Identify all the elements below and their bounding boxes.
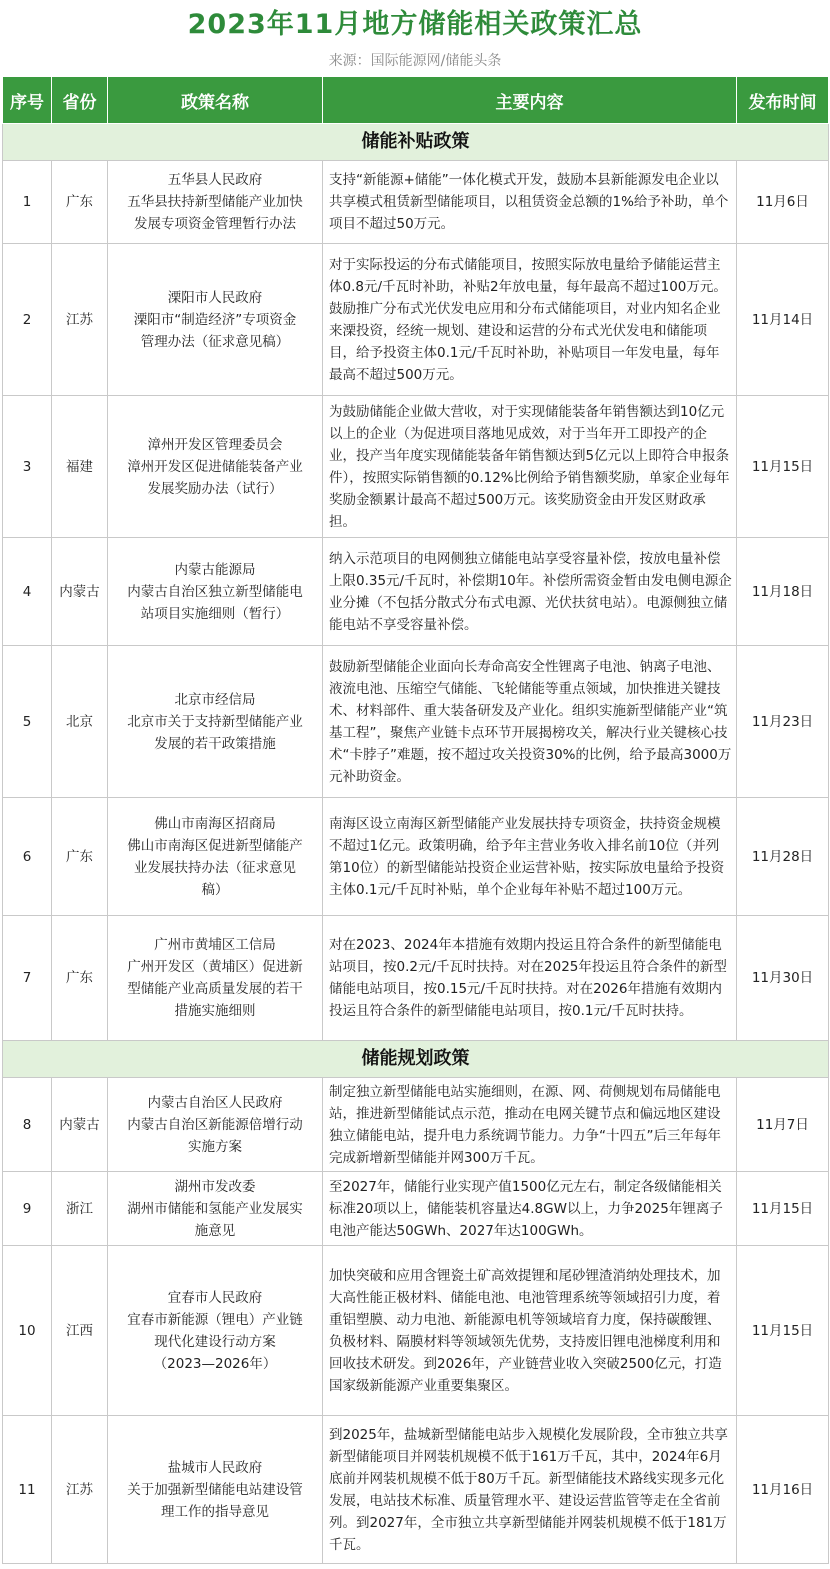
policy-table [2,76,829,1564]
row-province: 北京 [52,646,108,798]
table-row [3,916,829,1041]
policy-name-line: 站项目实施细则（暂行） [140,605,290,622]
policy-name-line: 内蒙古自治区新能源倍增行动 [127,1116,303,1133]
row-main-content: 纳入示范项目的电网侧独立储能电站享受容量补偿，按放电量补偿上限0.35元/千瓦时，补偿期10年。补偿所需资金暂由发电侧电源企业分摊（不包括分散式分布式电源、光伏扶贫电站）。电源侧独立储能电站不享受容量补偿。 [323,538,737,646]
policy-name-line: 发展专项资金管理暂行办法 [134,216,296,232]
policy-name-line: 漳州开发区促进储能装备产业 [127,458,303,475]
row-policy-name [108,1416,323,1564]
row-number: 8 [3,1078,52,1172]
policy-name-line: 理工作的指导意见 [161,1503,269,1520]
row-number: 1 [3,161,52,244]
row-publish-date: 11月28日 [737,798,829,916]
row-number: 4 [3,538,52,646]
section-title: 储能补贴政策 [3,124,829,161]
row-number: 9 [3,1172,52,1246]
row-publish-date: 11月7日 [737,1078,829,1172]
policy-name-line: 施意见 [194,1222,236,1239]
row-policy-name [108,1172,323,1246]
table-row [3,538,829,646]
page-title: 2023年11月地方储能相关政策汇总 [187,9,643,40]
row-policy-name [108,798,323,916]
table-row [3,244,829,396]
policy-name-line: 北京市关于支持新型储能产业 [127,713,303,730]
row-main-content: 加快突破和应用含锂瓷土矿高效提锂和尾砂锂渣消纳处理技术，加大高性能正极材料、储能电池、电池管理系统等领域招引力度，着重铝塑膜、动力电池、新能源电机等领域培育力度，保持碳酸锂、负极材料、隔膜材料等领域领先优势，支持废旧锂电池梯度利用和回收技术研发。到2026年，产业链营业收入突破2500亿元，打造国家级新能源产业重要集聚区。 [323,1246,737,1416]
row-publish-date: 11月30日 [737,916,829,1041]
header-publish-date: 发布时间 [737,77,829,124]
row-number: 5 [3,646,52,798]
header-no: 序号 [3,77,52,124]
header-policy-name: 政策名称 [108,77,323,124]
table-row [3,1416,829,1564]
policy-name-line: 佛山市南海区促进新型储能产 [127,837,303,854]
row-publish-date: 11月18日 [737,538,829,646]
row-policy-name [108,396,323,538]
row-number: 3 [3,396,52,538]
row-policy-name [108,161,323,244]
policy-name-line: 管理办法（征求意见稿） [140,333,290,350]
policy-name-line: （2023—2026年） [153,1355,277,1372]
policy-name-line: 湖州市储能和氢能产业发展实 [127,1200,303,1217]
policy-name-line: 盐城市人民政府 [167,1459,263,1476]
row-policy-name [108,1078,323,1172]
policy-name-line: 溧阳市“制造经济”专项资金 [133,311,297,328]
row-province: 内蒙古 [52,1078,108,1172]
policy-name-line: 现代化建设行动方案 [154,1333,276,1350]
policy-name-line: 宜春市新能源（锂电）产业链 [127,1311,303,1328]
row-main-content: 对于实际投运的分布式储能项目，按照实际放电量给予储能运营主体0.8元/千瓦时补助，补贴2年放电量，每年最高不超过100万元。鼓励推广分布式光伏发电应用和分布式储能项目，对业内知名企业来溧投资，经统一规划、建设和运营的分布式光伏发电和储能项目，给予投资主体0.1元/千瓦时补助，补贴项目一年发电量，每年最高不超过500万元。 [323,244,737,396]
table-row [3,1246,829,1416]
row-publish-date: 11月15日 [737,1246,829,1416]
policy-name-line: 漳州开发区管理委员会 [147,436,283,453]
row-province: 广东 [52,161,108,244]
source-caption: 来源：国际能源网/储能头条 [328,53,502,69]
table-row [3,798,829,916]
policy-name-line: 业发展扶持办法（征求意见 [134,859,296,876]
policy-name-line: 宜春市人民政府 [167,1289,263,1306]
row-policy-name [108,916,323,1041]
row-number: 10 [3,1246,52,1416]
section-row [3,124,829,161]
policy-name-line: 稿） [201,881,229,898]
policy-name-line: 湖州市发改委 [174,1178,256,1195]
policy-name-line: 措施实施细则 [174,1003,256,1019]
row-province: 江苏 [52,244,108,396]
policy-name-line: 内蒙古自治区人民政府 [147,1094,283,1111]
row-province: 江西 [52,1246,108,1416]
policy-name-line: 实施方案 [188,1138,242,1155]
policy-name-line: 内蒙古自治区独立新型储能电 [127,583,303,600]
policy-name-line: 五华县扶持新型储能产业加快 [127,194,303,210]
row-policy-name [108,538,323,646]
row-main-content: 南海区设立南海区新型储能产业发展扶持专项资金，扶持资金规模不超过1亿元。政策明确，给予年主营业务收入排名前10位（并列第10位）的新型储能站投资企业运营补贴，按实际放电量给予投资主体0.1元/千瓦时补贴，单个企业每年补贴不超过100万元。 [323,798,737,916]
policy-name-line: 北京市经信局 [174,691,256,708]
row-province: 广东 [52,916,108,1041]
row-publish-date: 11月15日 [737,396,829,538]
row-publish-date: 11月23日 [737,646,829,798]
row-number: 6 [3,798,52,916]
row-main-content: 支持“新能源+储能”一体化模式开发，鼓励本县新能源发电企业以共享模式租赁新型储能项目，以租赁资金总额的1%给予补助，单个项目不超过50万元。 [323,161,737,244]
table-row [3,1078,829,1172]
row-number: 11 [3,1416,52,1564]
row-publish-date: 11月6日 [737,161,829,244]
section-title: 储能规划政策 [3,1041,829,1078]
header-main-content: 主要内容 [323,77,737,124]
policy-name-line: 型储能产业高质量发展的若干 [127,981,303,997]
policy-name-line: 广州开发区（黄埔区）促进新 [127,959,303,975]
row-main-content: 为鼓励储能企业做大营收，对于实现储能装备年销售额达到10亿元以上的企业（为促进项目落地见成效，对于当年开工即投产的企业，投产当年度实现储能装备年销售额达到5亿元以上即符合申报条件），按照实际销售额的0.12%比例给予销售额奖励，单家企业每年奖励金额累计最高不超过500万元。该奖励资金由开发区财政承担。 [323,396,737,538]
policy-name-line: 五华县人民政府 [167,172,263,188]
row-province: 福建 [52,396,108,538]
row-main-content: 鼓励新型储能企业面向长寿命高安全性锂离子电池、钠离子电池、液流电池、压缩空气储能、飞轮储能等重点领域，加快推进关键技术、材料部件、重大装备研发及产业化。组织实施新型储能产业“筑基工程”，聚焦产业链卡点环节开展揭榜攻关，解决行业关键核心技术“卡脖子”难题，按不超过攻关投资30%的比例，给予最高3000万元补助资金。 [323,646,737,798]
row-policy-name [108,1246,323,1416]
table-row [3,1172,829,1246]
policy-name-line: 内蒙古能源局 [174,561,256,578]
policy-name-line: 广州市黄埔区工信局 [154,937,276,953]
row-main-content: 制定独立新型储能电站实施细则，在源、网、荷侧规划布局储能电站，推进新型储能试点示范，推动在电网关键节点和偏远地区建设独立储能电站，提升电力系统调节能力。力争“十四五”后三年每年完成新增新型储能并网300万千瓦。 [323,1078,737,1172]
row-policy-name [108,646,323,798]
table-row [3,396,829,538]
row-number: 7 [3,916,52,1041]
policy-name-line: 关于加强新型储能电站建设管 [127,1481,303,1498]
row-main-content: 对在2023、2024年本措施有效期内投运且符合条件的新型储能电站项目，按0.2元/千瓦时扶持。对在2025年投运且符合条件的新型储能电站项目，按0.15元/千瓦时扶持。对在2026年措施有效期内投运且符合条件的新型储能电站项目，按0.1元/千瓦时扶持。 [323,916,737,1041]
policy-name-line: 溧阳市人民政府 [167,289,263,306]
table-header-row [3,77,829,124]
row-publish-date: 11月14日 [737,244,829,396]
row-province: 内蒙古 [52,538,108,646]
row-publish-date: 11月16日 [737,1416,829,1564]
row-number: 2 [3,244,52,396]
table-row [3,646,829,798]
row-province: 广东 [52,798,108,916]
table-row [3,161,829,244]
row-main-content: 至2027年，储能行业实现产值1500亿元左右，制定各级储能相关标准20项以上，储能装机容量达4.8GW以上，力争2025年锂离子电池产能达50GWh、2027年达100GWh。 [323,1172,737,1246]
row-policy-name [108,244,323,396]
policy-name-line: 佛山市南海区招商局 [154,815,276,832]
header-province: 省份 [52,77,108,124]
policy-name-line: 发展奖励办法（试行） [147,480,283,497]
row-province: 江苏 [52,1416,108,1564]
row-province: 浙江 [52,1172,108,1246]
row-publish-date: 11月15日 [737,1172,829,1246]
section-row [3,1041,829,1078]
policy-name-line: 发展的若干政策措施 [154,735,276,752]
row-main-content: 到2025年，盐城新型储能电站步入规模化发展阶段，全市独立共享新型储能项目并网装机规模不低于161万千瓦，其中，2024年6月底前并网装机规模不低于80万千瓦。新型储能技术路线实现多元化发展，电站技术标准、质量管理水平、建设运营监管等走在全省前列。到2027年，全市独立共享新型储能并网装机规模不低于181万千瓦。 [323,1416,737,1564]
